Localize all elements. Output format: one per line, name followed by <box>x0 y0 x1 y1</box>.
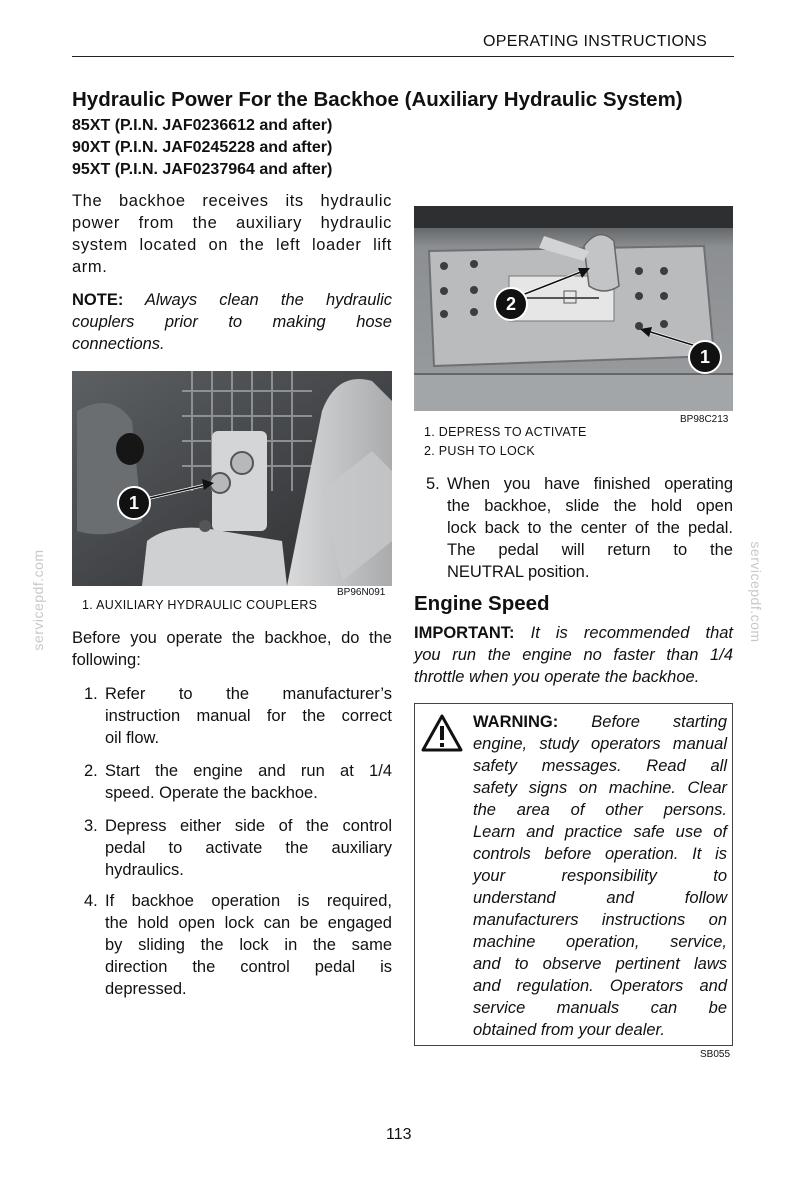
warning-line: and to observe pertinent laws <box>473 955 727 973</box>
step-3 <box>105 815 392 881</box>
warning-triangle-icon <box>420 713 464 753</box>
warning-line: machine operation, service, <box>473 933 727 951</box>
coupler-photo-art <box>72 371 392 586</box>
step-line: pedal to activate the auxiliary <box>105 839 392 857</box>
before-line: Before you operate the backhoe, do the <box>72 629 392 647</box>
pedal-photo-art <box>414 206 733 411</box>
step-line: Start the engine and run at 1/4 <box>105 762 392 780</box>
figure-code: BP96N091 <box>337 587 386 598</box>
note-line: connections. <box>72 335 165 353</box>
note-line: Always clean the hydraulic <box>144 291 392 309</box>
note-paragraph <box>72 289 392 355</box>
page-number: 113 <box>386 1126 412 1143</box>
figure-caption: 1. DEPRESS TO ACTIVATE <box>424 425 587 439</box>
important-paragraph <box>414 622 733 688</box>
warning-text <box>473 711 727 1041</box>
callout-1: 1 <box>688 340 722 374</box>
step-line: speed. Operate the backhoe. <box>105 784 318 802</box>
warning-box <box>414 703 733 1046</box>
watermark-left: servicepdf.com <box>30 549 46 651</box>
step-line: Depress either side of the control <box>105 817 392 835</box>
figure-caption: 2. PUSH TO LOCK <box>424 444 536 458</box>
section-title: Hydraulic Power For the Backhoe (Auxiliary Hydraulic System) <box>72 88 683 111</box>
intro-line: power from the auxiliary hydraulic <box>72 214 392 232</box>
note-label: NOTE: <box>72 291 124 309</box>
step-line: NEUTRAL position. <box>447 563 590 581</box>
warning-line: service manuals can be <box>473 999 727 1017</box>
warning-label: WARNING: <box>473 713 559 731</box>
warning-line: Before starting <box>591 713 727 731</box>
important-line: you run the engine no faster than 1/4 <box>414 646 733 664</box>
step-line: When you have finished operating <box>447 475 733 493</box>
before-paragraph <box>72 627 392 671</box>
note-line: couplers prior to making hose <box>72 313 392 331</box>
step-line: oil flow. <box>105 729 160 747</box>
warning-line: obtained from your dealer. <box>473 1021 665 1039</box>
important-label: IMPORTANT: <box>414 624 515 642</box>
intro-line: arm. <box>72 258 108 276</box>
warning-code: SB055 <box>700 1049 731 1060</box>
step-number: 1. <box>84 685 98 703</box>
figure-code: BP98C213 <box>680 414 729 425</box>
warning-line: and regulation. Operators and <box>473 977 727 995</box>
step-line: the backhoe, slide the hold open <box>447 497 733 515</box>
step-line: depressed. <box>105 980 187 998</box>
warning-line: controls before operation. It is <box>473 845 727 863</box>
warning-line: the area of other persons. <box>473 801 727 819</box>
step-line: Refer to the manufacturer’s <box>105 685 392 703</box>
engine-speed-heading: Engine Speed <box>414 592 550 615</box>
figure-caption: 1. AUXILIARY HYDRAULIC COUPLERS <box>82 598 318 612</box>
step-number: 4. <box>84 892 98 910</box>
running-header: OPERATING INSTRUCTIONS <box>483 33 708 50</box>
callout-1: 1 <box>117 486 151 520</box>
step-number: 3. <box>84 817 98 835</box>
watermark-right: servicepdf.com <box>748 541 764 643</box>
warning-line: manufacturers instructions on <box>473 911 727 929</box>
step-4 <box>105 890 392 1000</box>
intro-line: system located on the left loader lift <box>72 236 392 254</box>
step-line: the hold open lock can be engaged <box>105 914 392 932</box>
step-line: The pedal will return to the <box>447 541 733 559</box>
step-line: instruction manual for the correct <box>105 707 392 725</box>
warning-line: safety signs on machine. Clear <box>473 779 727 797</box>
pedal-photo <box>414 206 733 411</box>
step-line: hydraulics. <box>105 861 184 879</box>
step-number: 2. <box>84 762 98 780</box>
header-rule <box>72 56 734 57</box>
model-line-95xt: 95XT (P.I.N. JAF0237964 and after) <box>72 161 333 178</box>
step-5 <box>447 473 733 583</box>
step-line: If backhoe operation is required, <box>105 892 392 910</box>
callout-2: 2 <box>494 287 528 321</box>
step-number: 5. <box>426 475 440 493</box>
warning-line: safety messages. Read all <box>473 757 727 775</box>
step-line: lock back to the center of the pedal. <box>447 519 733 537</box>
intro-paragraph <box>72 190 392 278</box>
intro-line: The backhoe receives its hydraulic <box>72 192 392 210</box>
step-2 <box>105 760 392 804</box>
step-line: by sliding the lock in the same <box>105 936 392 954</box>
warning-line: engine, study operators manual <box>473 735 727 753</box>
model-line-85xt: 85XT (P.I.N. JAF0236612 and after) <box>72 117 333 134</box>
warning-line: understand and follow <box>473 889 727 907</box>
warning-line: your responsibility to <box>473 867 727 885</box>
before-line: following: <box>72 651 141 669</box>
important-line: throttle when you operate the backhoe. <box>414 668 700 686</box>
step-line: direction the control pedal is <box>105 958 392 976</box>
warning-line: Learn and practice safe use of <box>473 823 727 841</box>
step-1 <box>105 683 392 749</box>
model-line-90xt: 90XT (P.I.N. JAF0245228 and after) <box>72 139 333 156</box>
important-line: It is recommended that <box>530 624 733 642</box>
coupler-photo <box>72 371 392 586</box>
